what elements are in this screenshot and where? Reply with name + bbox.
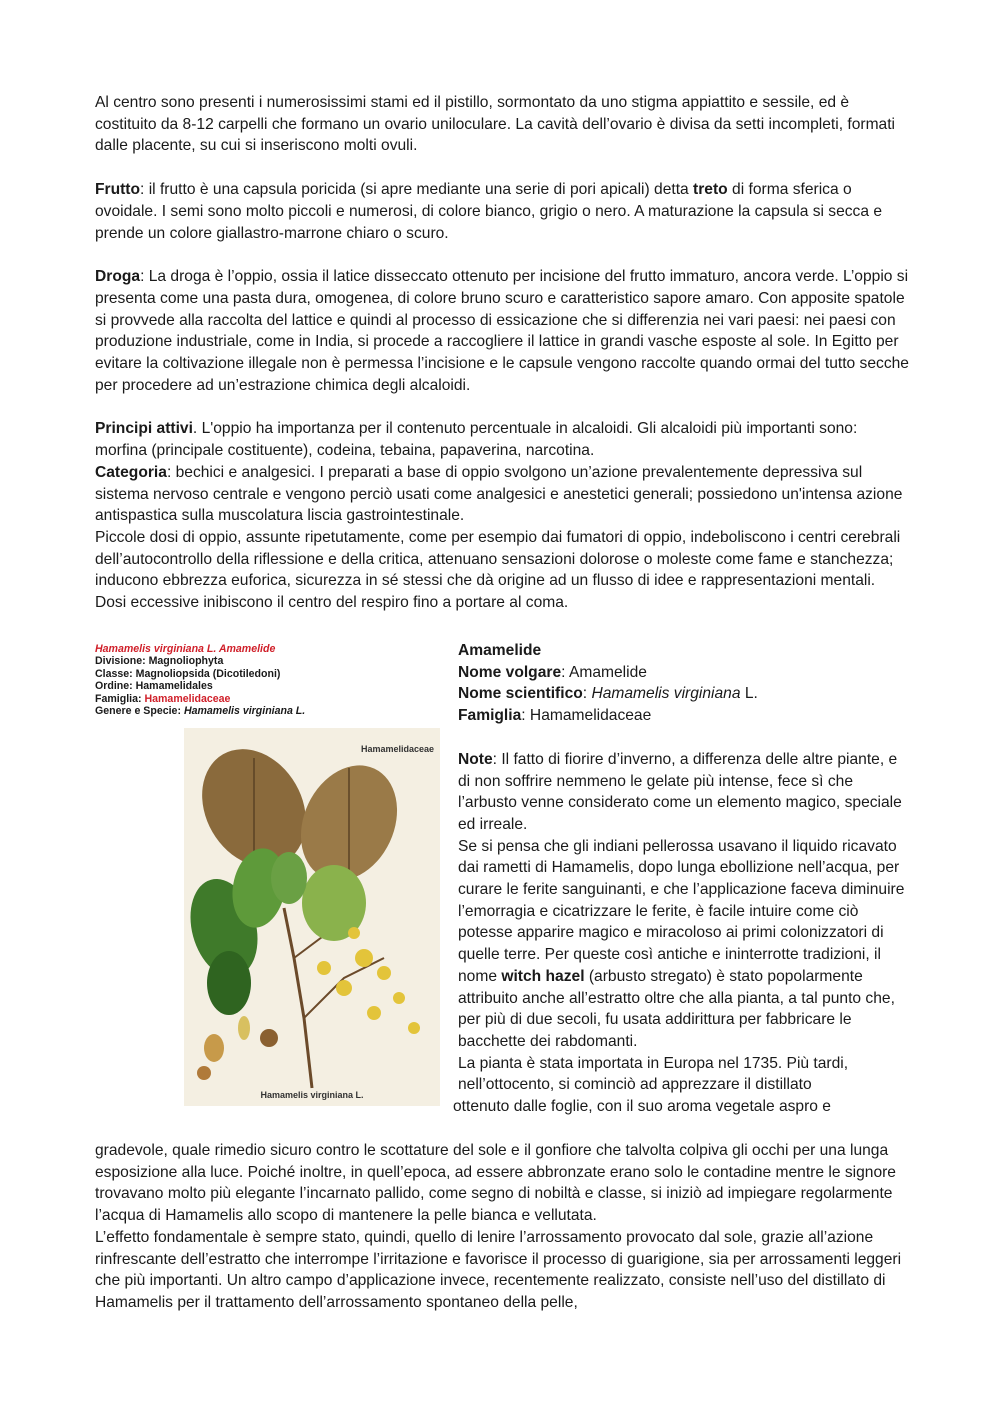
- europa-line-2: nell’ottocento, si cominciò ad apprezzare il distillato: [458, 1076, 812, 1094]
- europa-line-1: La pianta è stata importata in Europa nel 1735. Più tardi,: [458, 1054, 849, 1072]
- paragraph-stami: Al centro sono presenti i numerosissimi stami ed il pistillo, sormontato da uno stigma appiattito e sessile, ed è costituito da 8-12 carpelli che formano un ovario uniloculare. La cavità dell’ovario è divisa da setti incompleti, formati dalle placente, su cui si inseriscono molti ovuli.: [95, 94, 896, 155]
- paragraph-piccole-dosi: Piccole dosi di oppio, assunte ripetutamente, come per esempio dai fumatori di oppio, indeboliscono i centri cerebrali dell’autocontrollo della riflessione e della critica, attenuano sensazioni dolorose o moleste come fame e stanchezza; inducono ebbrezza euforica, sicurezza in sé stessi che dà origine ad un flusso di idee e rappresentazioni mentali. Dosi eccessive inibiscono il centro del respiro fino a portare al coma.: [95, 528, 901, 612]
- famiglia: Famiglia: Hamamelidaceae: [458, 707, 652, 725]
- plate-header: Hamamelidaceae: [360, 744, 434, 754]
- paragraph-categoria: Categoria: bechici e analgesici. I preparati a base di oppio svolgono un’azione prevalentemente depressiva sul sistema nervoso centrale e vengono perciò usati come analgesici e anestetici generali; possiedono un'intensa azione antispastica sulla muscolatura liscia gastrointestinale.: [95, 463, 903, 525]
- paragraph-principi: Principi attivi. L'oppio ha importanza per il contenuto percentuale in alcaloidi. Gli alcaloidi più importanti sono: morfina (principale costituente), codeina, tebaina, papaverina, narcotina.: [95, 420, 858, 460]
- droga-label: Droga: [95, 268, 141, 286]
- taxonomy-title: Hamamelis virginiana L. Amamelide: [95, 643, 276, 655]
- effetto-paragraph: L’effetto fondamentale è sempre stato, quindi, quello di lenire l’arrossamento provocato dal sole, grazie all’azione rinfrescante dell’estratto che interrompe l’irritazione e favorisce il processo di guarigione, sia per arrossamenti leggeri che più importanti. Un altro campo d’applicazione invece, recentemente realizzato, consiste nell’uso del distillato di Hamamelis per il trattamento dell’arrossamento spontaneo della pelle,: [95, 1228, 902, 1311]
- nome-scientifico: Nome scientifico: Hamamelis virginiana L.: [458, 685, 758, 703]
- frutto-label: Frutto: [95, 181, 141, 199]
- principi-label: Principi attivi: [95, 420, 193, 438]
- paragraph-droga: Droga: La droga è l’oppio, ossia il latice disseccato ottenuto per incisione del frutto immaturo, ancora verde. L’oppio si presenta come una pasta dura, omogenea, di colore bruno scuro e caratteristico sapore amaro. Con apposite spatole si provvede alla raccolta del lattice e quindi al processo di essicazione che si differenzia nei vari paesi: nei paesi con produzione industriale, come in India, si procede a raccogliere il lattice in grandi vasche esposte al sole. In Egitto per evitare la coltivazione illegale non è permessa l’incisione e le capsule vengono raccolte quando ormai del tutto secche per procedere ad un’estrazione chimica degli alcaloidi.: [95, 268, 909, 394]
- taxonomy-caption: Hamamelis virginiana L. Amamelide Divisione: Magnoliophyta Classe: Magnoliopsida (Dicotiledoni) Ordine: Hamamelidales Famiglia: Hamamelidaceae Genere e Specie: Hamamelis virginiana L.: [95, 643, 435, 717]
- plant-drawing: [184, 728, 440, 1106]
- amamelide-heading: Amamelide: [458, 642, 542, 659]
- categoria-label: Categoria: [95, 463, 167, 481]
- europa-paragraph-rest: gradevole, quale rimedio sicuro contro le scottature del sole e il gonfiore che talvolta colpiva gli occhi per una lunga esposizione alla luce. Poiché inoltre, in quell’epoca, ad essere abbronzate erano solo le contadine mentre le signore trovavano molto più elegante l’incarnato pallido, come segno di nobiltà e classe, si iniziò ad impiegare regolarmente l’acqua di Hamamelis allo scopo di mantenere la pelle bianca e vellutata.: [95, 1142, 896, 1225]
- plate-footer: Hamamelis virginiana L.: [260, 1090, 364, 1100]
- top-text-block: [95, 92, 910, 614]
- note-paragraph: Note: Il fatto di fiorire d’inverno, a differenza delle altre piante, e di non soffrire nemmeno le gelate più intense, fece sì che l’arbusto venne considerato come un elemento magico, speciale ed irreale.: [458, 750, 902, 833]
- pellerossa-paragraph: Se si pensa che gli indiani pellerossa usavano il liquido ricavato dai rametti di Hamamelis, dopo lunga ebollizione nell’acqua, per curare le ferite sanguinanti, e che l’applicazione faceva diminuire l’emorragia e cicatrizzare le ferite, è facile intuire come ciò potesse apparire magico e miracoloso ai primi colonizzatori di quelle terre. Per queste così antiche e ininterrotte tradizioni, il nome witch hazel (arbusto stregato) è stato popolarmente attribuito anche all’estratto oltre che alla pianta, a tal punto che, per più di due secoli, fu usata addirittura per fabbricare le bacchette dei rabdomanti.: [458, 837, 905, 1050]
- paragraph-frutto: Frutto: il frutto è una capsula poricida (si apre mediante una serie di pori apicali) detta treto di forma sferica o ovoidale. I semi sono molto piccoli e numerosi, di colore bianco, grigio o nero. A maturazione la capsula si secca e prende un colore giallastro-marrone chiaro o scuro.: [95, 181, 883, 242]
- europa-line-3: ottenuto dalle foglie, con il suo aroma vegetale aspro e: [453, 1098, 831, 1116]
- amamelide-section: [453, 640, 913, 1118]
- hamamelis-illustration: [184, 728, 440, 1106]
- nome-volgare: Nome volgare: Amamelide: [458, 663, 647, 681]
- bottom-text-block: [95, 1140, 910, 1314]
